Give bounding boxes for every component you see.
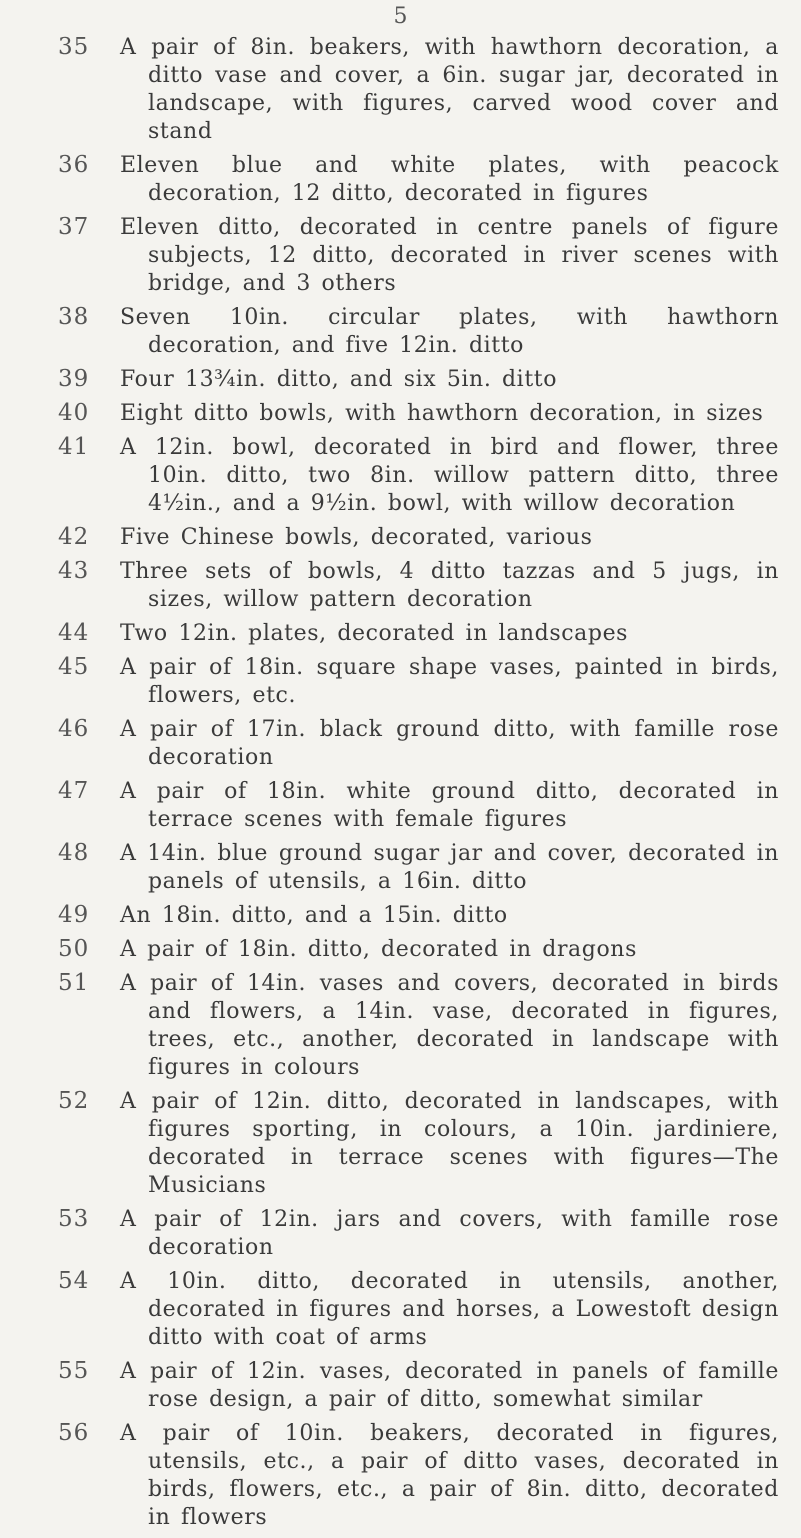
lot-entry bbox=[0, 620, 801, 648]
lot-description: A pair of 18in. square shape vases, painted in birds, flowers, etc. bbox=[120, 655, 779, 708]
lot-description: A pair of 8in. beakers, with hawthorn decoration, a ditto vase and cover, a 6in. sugar jar, decorated in landscape, with figures, carved wood cover and stand bbox=[120, 35, 779, 144]
lot-description: A pair of 14in. vases and covers, decorated in birds and flowers, a 14in. vase, decorated in figures, trees, etc., another, decorated in landscape with figures in colours bbox=[120, 971, 779, 1080]
lot-entry bbox=[0, 304, 801, 360]
lot-description: Four 13¾in. ditto, and six 5in. ditto bbox=[120, 367, 558, 392]
lot-entry bbox=[0, 1358, 801, 1414]
lot-entry bbox=[0, 434, 801, 518]
lot-description: A 12in. bowl, decorated in bird and flower, three 10in. ditto, two 8in. willow pattern ditto, three 4½in., and a 9½in. bowl, with willow decoration bbox=[120, 435, 779, 516]
lot-number: 49 bbox=[58, 902, 90, 928]
lot-entry bbox=[0, 214, 801, 298]
lot-number: 44 bbox=[58, 620, 90, 646]
lot-entry bbox=[0, 152, 801, 208]
lot-number: 54 bbox=[58, 1268, 90, 1294]
lot-number: 53 bbox=[58, 1206, 90, 1232]
lot-number: 40 bbox=[58, 400, 90, 426]
lot-number: 42 bbox=[58, 524, 90, 550]
lot-description: An 18in. ditto, and a 15in. ditto bbox=[120, 903, 508, 928]
lot-entry bbox=[0, 558, 801, 614]
lot-description: Seven 10in. circular plates, with hawthorn decoration, and five 12in. ditto bbox=[120, 305, 779, 358]
page-number: 5 bbox=[393, 4, 408, 29]
lot-entry bbox=[0, 1088, 801, 1200]
lot-entry bbox=[0, 654, 801, 710]
lot-description: A pair of 10in. beakers, decorated in figures, utensils, etc., a pair of ditto vases, decorated in birds, flowers, etc., a pair of 8in. ditto, decorated in flowers bbox=[120, 1421, 779, 1530]
lot-description: A 14in. blue ground sugar jar and cover, decorated in panels of utensils, a 16in. ditto bbox=[120, 841, 779, 894]
lot-number: 43 bbox=[58, 558, 90, 584]
lot-number: 48 bbox=[58, 840, 90, 866]
lot-entry bbox=[0, 936, 801, 964]
lot-number: 41 bbox=[58, 434, 90, 460]
lot-entry bbox=[0, 1268, 801, 1352]
lot-entry bbox=[0, 1206, 801, 1262]
lot-number: 36 bbox=[58, 152, 90, 178]
lot-description: Three sets of bowls, 4 ditto tazzas and 5 jugs, in sizes, willow pattern decoration bbox=[120, 559, 779, 612]
lot-number: 46 bbox=[58, 716, 90, 742]
lot-description: Eleven ditto, decorated in centre panels of figure subjects, 12 ditto, decorated in river scenes with bridge, and 3 others bbox=[120, 215, 779, 296]
lot-entry bbox=[0, 34, 801, 146]
lot-entry bbox=[0, 716, 801, 772]
lot-entry bbox=[0, 366, 801, 394]
lot-entry bbox=[0, 840, 801, 896]
lot-description: Eight ditto bowls, with hawthorn decoration, in sizes bbox=[120, 401, 764, 426]
lot-description: A pair of 18in. ditto, decorated in dragons bbox=[120, 937, 637, 962]
lot-number: 37 bbox=[58, 214, 90, 240]
lot-number: 39 bbox=[58, 366, 90, 392]
lot-number: 45 bbox=[58, 654, 90, 680]
lot-description: A pair of 17in. black ground ditto, with famille rose decoration bbox=[120, 717, 779, 770]
lot-description: A pair of 18in. white ground ditto, decorated in terrace scenes with female figures bbox=[120, 779, 779, 832]
lot-entry bbox=[0, 524, 801, 552]
lot-entry bbox=[0, 902, 801, 930]
lot-number: 56 bbox=[58, 1420, 90, 1446]
lot-entry bbox=[0, 778, 801, 834]
lot-number: 47 bbox=[58, 778, 90, 804]
lot-number: 50 bbox=[58, 936, 90, 962]
lot-description: Eleven blue and white plates, with peacock decoration, 12 ditto, decorated in figures bbox=[120, 153, 779, 206]
lot-number: 52 bbox=[58, 1088, 90, 1114]
lot-entry bbox=[0, 1420, 801, 1532]
lot-description: Two 12in. plates, decorated in landscapes bbox=[120, 621, 629, 646]
lot-entry bbox=[0, 400, 801, 428]
lot-entry bbox=[0, 970, 801, 1082]
lot-description: A pair of 12in. vases, decorated in panels of famille rose design, a pair of ditto, somewhat similar bbox=[120, 1359, 779, 1412]
lot-description: A pair of 12in. jars and covers, with famille rose decoration bbox=[120, 1207, 779, 1260]
lot-number: 55 bbox=[58, 1358, 90, 1384]
lot-description: A 10in. ditto, decorated in utensils, another, decorated in figures and horses, a Lowestoft design ditto with coat of arms bbox=[120, 1269, 780, 1350]
lot-list bbox=[0, 34, 801, 1538]
lot-number: 38 bbox=[58, 304, 90, 330]
lot-number: 51 bbox=[58, 970, 90, 996]
lot-description: Five Chinese bowls, decorated, various bbox=[120, 525, 593, 550]
lot-description: A pair of 12in. ditto, decorated in landscapes, with figures sporting, in colours, a 10in. jardiniere, decorated in terrace scenes with figures—The Musicians bbox=[120, 1089, 779, 1198]
lot-number: 35 bbox=[58, 34, 90, 60]
